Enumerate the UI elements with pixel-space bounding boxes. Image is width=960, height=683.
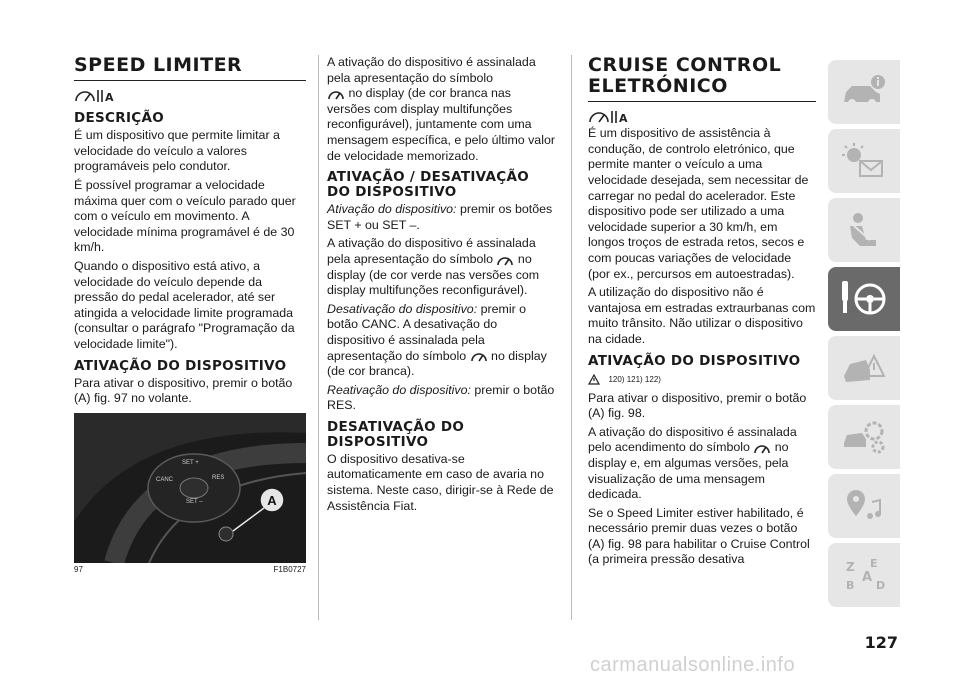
column-separator [318,55,319,620]
paragraph-text: premir o botão RES. [327,382,555,413]
button-label-res: RES [212,474,225,481]
column-separator [571,55,572,620]
subsection-title: DESATIVAÇÃO DO DISPOSITIVO [327,418,465,450]
sidebar-tab-index[interactable] [828,543,900,607]
navigation-music-icon [840,486,888,526]
car-service-gears-icon [840,417,888,457]
paragraph-text: A ativação do dispositivo é assinalada pelo acendimento do símbolo [588,424,797,455]
italic-lead: Desativação do dispositivo: [327,301,478,316]
section-title: SPEED LIMITER [74,54,243,76]
sidebar-tab-safety[interactable] [828,198,900,262]
paragraph: O dispositivo desativa-se automaticamente em caso de avaria no sistema. Neste caso, dirigir-se à Rede de Assistência Fiat. [327,451,554,513]
speedometer-symbol-icon [753,441,771,455]
warning-triangle-icon [588,374,600,385]
chapter-sidebar [828,60,900,612]
svg-text:A: A [862,570,873,585]
paragraph-text: no display e, em algumas versões, pela visualização de uma mensagem dedicada. [588,440,789,502]
button-label-canc: CANC [156,476,174,483]
figure-code: F1B0727 [273,564,306,574]
figure-caption [74,565,306,574]
italic-lead: Reativação do dispositivo: [327,382,471,397]
alphabetical-index-icon [840,555,888,595]
paragraph [327,302,555,380]
sidebar-tab-emergency[interactable] [828,336,900,400]
warning-references [588,371,816,389]
paragraph-text: premir os botões SET + ou SET –. [327,202,553,232]
button-label-set-plus: SET + [182,459,199,466]
reference-numbers: 120) 121) 122) [608,374,661,384]
column-cruise-control [588,55,816,571]
paragraph-text: no display (de cor branca nas versões com display multifunções reconfigurável), juntamente com uma mensagem específica, e pelo último valor de velocidade memorizado. [327,86,555,163]
paragraph: É um dispositivo que permite limitar a velocidade do veículo a valores programáveis pelo condutor. [74,128,280,174]
section-title: CRUISE CONTROL ELETRÓNICO [588,54,782,97]
watermark-text: carmanualsonline.info [590,654,796,676]
subsection-title: ATIVAÇÃO DO DISPOSITIVO [74,357,287,374]
svg-text:A: A [105,91,114,104]
sidebar-tab-maintenance[interactable] [828,405,900,469]
speedometer-symbol-icon [496,253,514,267]
paragraph [327,383,555,414]
warning-lights-message-icon [840,141,888,181]
paragraph-text: no display (de cor branca). [327,348,547,379]
steering-wheel-illustration [74,413,306,563]
key-steering-wheel-icon [838,277,890,321]
paragraph-text: no display (de cor verde nas versões com display multifunções reconfigurável). [327,251,540,298]
paragraph: É possível programar a velocidade máxima quer com o veículo parado quer com o veículo em movimento. A velocidade mínima programável é de 30 km/h. [74,178,296,255]
speedometer-symbol-icon [470,349,488,363]
page-number: 127 [864,633,898,652]
paragraph-text: premir o botão CANC. A desativação do dispositivo é assinalada pela apresentação do símbolo [327,301,527,363]
paragraph: Para ativar o dispositivo, premir o botão (A) fig. 97 no volante. [74,375,293,406]
paragraph [327,202,555,233]
column-activation [327,55,555,517]
column-speed-limiter [74,55,306,574]
steering-wheel-figure [74,413,306,563]
paragraph: Para ativar o dispositivo, premir o botão (A) fig. 98. [588,390,807,421]
paragraph: Quando o dispositivo está ativo, a velocidade do veículo depende da pressão do pedal acelerador, até ser atingida a velocidade limite programada (consultar o parágrafo "Programação da velocidade limite"). [74,258,295,351]
button-label-set-minus: SET – [186,498,203,505]
paragraph-text: A ativação do dispositivo é assinalada pela apresentação do símbolo [327,55,536,85]
figure-number: 97 [74,564,83,574]
paragraph [327,236,555,298]
speedometer-symbol-icon [327,87,345,101]
subsection-title: ATIVAÇÃO DO DISPOSITIVO [588,352,801,369]
paragraph [327,55,555,164]
car-info-icon [840,72,888,112]
subsection-title: ATIVAÇÃO / DESATIVAÇÃO DO DISPOSITIVO [327,169,529,201]
paragraph: Se o Speed Limiter estiver habilitado, é necessário premir duas vezes o botão (A) fig. 98 para habilitar o Cruise Control (a primeira pressão desativa [588,505,810,567]
title-rule [588,101,816,102]
paragraph [588,425,816,503]
paragraph: É um dispositivo de assistência à condução, de controlo eletrónico, que permite manter o veículo a uma velocidade desejada, sem necessitar de carregar no pedal do acelerador. Este dispositivo pode ser utilizado a uma velocidade superior a 30 km/h, em longos troços de estrada retos, secos e com poucas variações de velocidade (por ex., percursos em autoestradas). [588,126,809,281]
seat-airbag-icon [840,210,888,250]
paragraph: A utilização do dispositivo não é vantajosa em estradas extraurbanas com muito trânsito. Não utilizar o dispositivo na cidade. [588,285,816,346]
cruise-control-icon [588,108,632,126]
sidebar-tab-starting-driving[interactable] [828,267,900,331]
speed-limiter-icon [74,87,118,105]
svg-text:Z: Z [846,560,855,574]
subsection-title: DESCRIÇÃO [74,110,165,127]
svg-text:B: B [846,579,855,592]
svg-text:A: A [619,112,628,125]
svg-text:D: D [876,579,886,592]
italic-lead: Ativação do dispositivo: [327,202,457,217]
callout-label: A [267,492,277,508]
sidebar-tab-vehicle-knowledge[interactable] [828,60,900,124]
title-rule [74,80,306,81]
sidebar-tab-warning-lights[interactable] [828,129,900,193]
sidebar-tab-multimedia[interactable] [828,474,900,538]
svg-text:E: E [870,557,878,570]
car-accident-icon [840,348,888,388]
paragraph-text: A ativação do dispositivo é assinalada pela apresentação do símbolo [327,236,536,266]
